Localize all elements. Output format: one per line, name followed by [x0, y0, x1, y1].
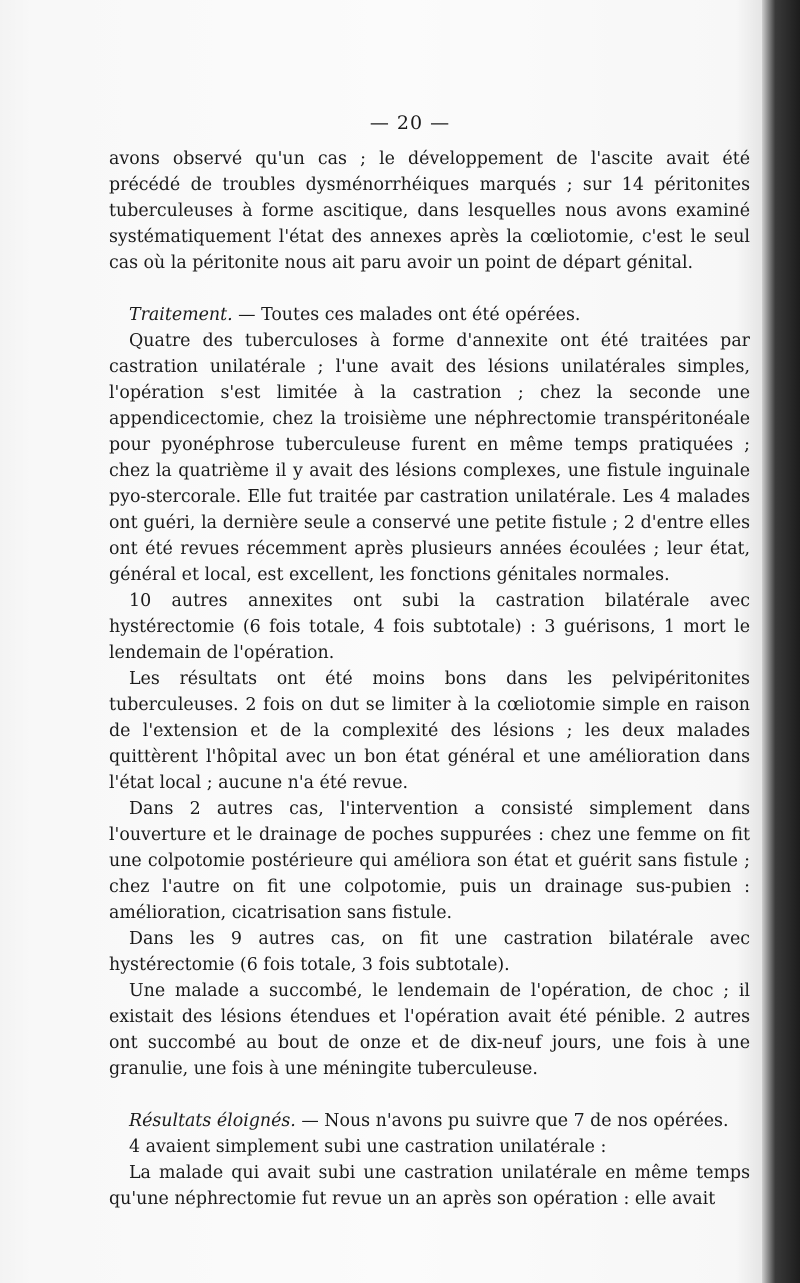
paragraph-deces: Une malade a succombé, le lendemain de l'opération, de choc ; il existait des lésions étendues et l'opération avait été pénible. 2 autres ont succombé au bout de onze et de dix-neuf jours, une fois à une granulie, une fois à une méningite tuberculeuse.	[109, 981, 750, 1079]
paragraph-resultats	[109, 1108, 750, 1134]
paragraph-nephrectomie: La malade qui avait subi une castration unilatérale en même temps qu'une néphrectomie fut revue un an après son opération : elle avait	[109, 1163, 750, 1209]
body-text	[109, 146, 750, 1212]
page-edge-shadow	[762, 0, 800, 1283]
paragraph-annexite: Quatre des tuberculoses à forme d'annexite ont été traitées par castration unilatérale ; l'une avait des lésions unilatérales simples, l'opération s'est limitée à la castration ; chez la seconde une appendicectomie, chez la troisième une néphrectomie transpéritonéale pour pyonéphrose tuberculeuse furent en même temps pratiquées ; chez la quatrième il y avait des lésions complexes, une fistule inguinale pyo-stercorale. Elle fut traitée par castration unilatérale. Les 4 malades ont guéri, la dernière seule a conservé une petite fistule ; 2 d'entre elles ont été revues récemment après plusieurs années écoulées ; leur état, général et local, est excellent, les fonctions génitales normales.	[109, 331, 750, 585]
paragraph-traitement	[109, 302, 750, 328]
paragraph-drainage: Dans 2 autres cas, l'intervention a consisté simplement dans l'ouverture et le drainage de poches suppurées : chez une femme on fit une colpotomie postérieure qui améliora son état et guérit sans fistule ; chez l'autre on fit une colpotomie, puis un drainage sus-pubien : amélioration, cicatrisation sans fistule.	[109, 799, 750, 923]
section-heading-resultats: Résultats éloignés.	[129, 1111, 296, 1131]
paragraph-unilaterale: 4 avaient simplement subi une castration unilatérale :	[129, 1137, 607, 1157]
paragraph-ascite: avons observé qu'un cas ; le développement de l'ascite avait été précédé de troubles dysménorrhéiques marqués ; sur 14 péritonites tuberculeuses à forme ascitique, dans lesquelles nous avons examiné systématiquement l'état des annexes après la cœliotomie, c'est le seul cas où la péritonite nous ait paru avoir un point de départ génital.	[109, 149, 750, 273]
section-heading-traitement: Traitement.	[129, 305, 233, 325]
paragraph-hysterectomie: Dans les 9 autres cas, on fit une castration bilatérale avec hystérectomie (6 fois totale, 3 fois subtotale).	[109, 929, 750, 975]
paragraph-resultats-text: — Nous n'avons pu suivre que 7 de nos opérées.	[295, 1111, 729, 1131]
paragraph-traitement-text: — Toutes ces malades ont été opérées.	[232, 305, 581, 325]
page-number: — 20 —	[369, 112, 451, 134]
paragraph-castration-bilaterale: 10 autres annexites ont subi la castration bilatérale avec hystérectomie (6 fois totale, 4 fois subtotale) : 3 guérisons, 1 mort le lendemain de l'opération.	[109, 591, 750, 663]
paragraph-pelviperitonites: Les résultats ont été moins bons dans les pelvipéritonites tuberculeuses. 2 fois on dut se limiter à la cœliotomie simple en raison de l'extension et de la complexité des lésions ; les deux malades quittèrent l'hôpital avec un bon état général et une amélioration dans l'état local ; aucune n'a été revue.	[109, 669, 750, 793]
